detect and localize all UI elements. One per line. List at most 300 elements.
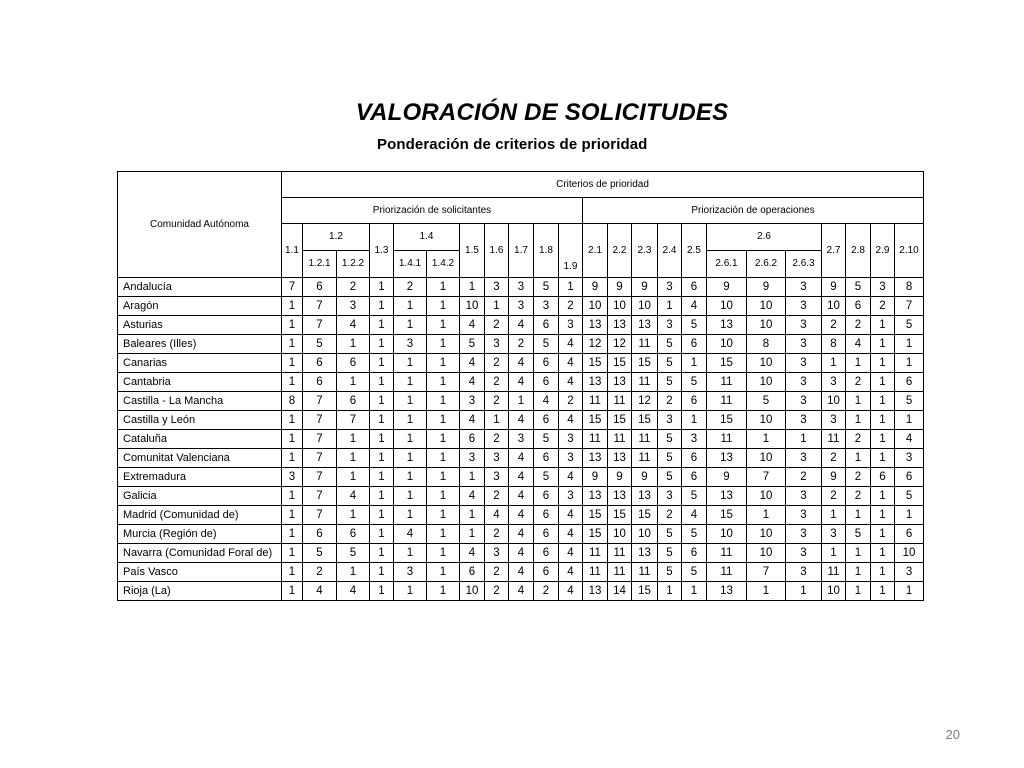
value-cell: 9 [707, 278, 747, 297]
value-cell: 4 [509, 582, 534, 601]
value-cell: 1 [485, 297, 509, 316]
value-cell: 5 [682, 373, 707, 392]
value-cell: 1 [282, 411, 303, 430]
value-cell: 6 [682, 392, 707, 411]
region-cell: Cataluña [118, 430, 282, 449]
value-cell: 1 [337, 430, 370, 449]
value-cell: 2 [303, 563, 337, 582]
value-cell: 1 [747, 430, 786, 449]
value-cell: 6 [460, 430, 485, 449]
value-cell: 5 [658, 449, 682, 468]
value-cell: 13 [707, 487, 747, 506]
value-cell: 15 [583, 354, 608, 373]
value-cell: 3 [658, 278, 682, 297]
value-cell: 1 [370, 316, 394, 335]
value-cell: 6 [303, 354, 337, 373]
value-cell: 1 [427, 468, 460, 487]
header-1-3: 1.3 [370, 224, 394, 278]
value-cell: 8 [747, 335, 786, 354]
value-cell: 1 [509, 392, 534, 411]
value-cell: 6 [534, 411, 559, 430]
value-cell: 3 [786, 316, 822, 335]
value-cell: 2 [485, 316, 509, 335]
value-cell: 1 [394, 297, 427, 316]
value-cell: 3 [786, 487, 822, 506]
header-2-10: 2.10 [895, 224, 924, 278]
value-cell: 7 [303, 487, 337, 506]
region-cell: Murcia (Región de) [118, 525, 282, 544]
value-cell: 5 [460, 335, 485, 354]
value-cell: 5 [682, 525, 707, 544]
value-cell: 1 [427, 411, 460, 430]
value-cell: 1 [786, 430, 822, 449]
value-cell: 6 [682, 335, 707, 354]
value-cell: 1 [822, 506, 846, 525]
value-cell: 3 [658, 487, 682, 506]
value-cell: 1 [370, 430, 394, 449]
value-cell: 1 [282, 487, 303, 506]
value-cell: 3 [559, 316, 583, 335]
value-cell: 9 [822, 468, 846, 487]
value-cell: 3 [559, 449, 583, 468]
value-cell: 1 [394, 373, 427, 392]
table-row [118, 487, 924, 506]
value-cell: 13 [608, 316, 632, 335]
header-1-9: 1.9 [559, 224, 583, 278]
value-cell: 13 [632, 487, 658, 506]
value-cell: 1 [337, 449, 370, 468]
value-cell: 1 [427, 392, 460, 411]
table-row [118, 278, 924, 297]
value-cell: 1 [658, 582, 682, 601]
header-solicitantes: Priorización de solicitantes [282, 198, 583, 224]
header-2-3: 2.3 [632, 224, 658, 278]
value-cell: 1 [682, 411, 707, 430]
value-cell: 1 [337, 506, 370, 525]
value-cell: 2 [485, 487, 509, 506]
value-cell: 4 [534, 392, 559, 411]
header-2-8: 2.8 [846, 224, 871, 278]
value-cell: 13 [632, 316, 658, 335]
value-cell: 1 [682, 582, 707, 601]
table-row [118, 430, 924, 449]
value-cell: 13 [632, 544, 658, 563]
value-cell: 3 [786, 278, 822, 297]
value-cell: 1 [282, 373, 303, 392]
value-cell: 10 [632, 297, 658, 316]
value-cell: 1 [370, 449, 394, 468]
value-cell: 9 [583, 468, 608, 487]
value-cell: 3 [822, 525, 846, 544]
value-cell: 11 [608, 430, 632, 449]
value-cell: 6 [682, 449, 707, 468]
value-cell: 4 [460, 316, 485, 335]
value-cell: 3 [509, 430, 534, 449]
value-cell: 1 [370, 506, 394, 525]
value-cell: 6 [303, 373, 337, 392]
region-cell: Extremadura [118, 468, 282, 487]
value-cell: 4 [559, 468, 583, 487]
value-cell: 1 [895, 582, 924, 601]
value-cell: 2 [658, 506, 682, 525]
value-cell: 1 [895, 411, 924, 430]
value-cell: 4 [509, 563, 534, 582]
value-cell: 5 [303, 335, 337, 354]
value-cell: 11 [608, 392, 632, 411]
value-cell: 3 [485, 278, 509, 297]
value-cell: 11 [632, 430, 658, 449]
value-cell: 5 [534, 468, 559, 487]
value-cell: 12 [583, 335, 608, 354]
value-cell: 10 [632, 525, 658, 544]
value-cell: 3 [282, 468, 303, 487]
value-cell: 3 [895, 449, 924, 468]
value-cell: 1 [370, 487, 394, 506]
header-1-2: 1.2 [303, 224, 370, 251]
value-cell: 9 [747, 278, 786, 297]
value-cell: 4 [559, 525, 583, 544]
value-cell: 5 [895, 316, 924, 335]
value-cell: 1 [370, 468, 394, 487]
region-cell: Castilla y León [118, 411, 282, 430]
value-cell: 2 [485, 563, 509, 582]
value-cell: 10 [747, 487, 786, 506]
table-row [118, 544, 924, 563]
value-cell: 2 [822, 487, 846, 506]
value-cell: 1 [846, 563, 871, 582]
value-cell: 3 [895, 563, 924, 582]
value-cell: 15 [707, 506, 747, 525]
value-cell: 15 [632, 582, 658, 601]
value-cell: 3 [822, 411, 846, 430]
value-cell: 6 [871, 468, 895, 487]
value-cell: 1 [282, 506, 303, 525]
value-cell: 4 [559, 354, 583, 373]
value-cell: 6 [337, 354, 370, 373]
value-cell: 11 [583, 563, 608, 582]
region-cell: Castilla - La Mancha [118, 392, 282, 411]
value-cell: 4 [460, 373, 485, 392]
value-cell: 1 [871, 563, 895, 582]
value-cell: 1 [394, 449, 427, 468]
region-cell: Rioja (La) [118, 582, 282, 601]
value-cell: 5 [682, 563, 707, 582]
header-2-2: 2.2 [608, 224, 632, 278]
value-cell: 1 [871, 449, 895, 468]
header-1-8: 1.8 [534, 224, 559, 278]
value-cell: 3 [460, 449, 485, 468]
value-cell: 6 [895, 373, 924, 392]
value-cell: 7 [303, 316, 337, 335]
value-cell: 4 [895, 430, 924, 449]
value-cell: 1 [871, 316, 895, 335]
region-cell: Andalucía [118, 278, 282, 297]
value-cell: 1 [394, 468, 427, 487]
value-cell: 5 [658, 335, 682, 354]
value-cell: 6 [534, 525, 559, 544]
value-cell: 10 [822, 297, 846, 316]
value-cell: 2 [485, 373, 509, 392]
value-cell: 1 [427, 506, 460, 525]
value-cell: 1 [658, 297, 682, 316]
value-cell: 3 [460, 392, 485, 411]
value-cell: 4 [509, 487, 534, 506]
value-cell: 3 [509, 297, 534, 316]
region-cell: Navarra (Comunidad Foral de) [118, 544, 282, 563]
value-cell: 2 [559, 297, 583, 316]
value-cell: 11 [583, 430, 608, 449]
value-cell: 1 [427, 582, 460, 601]
value-cell: 3 [485, 335, 509, 354]
value-cell: 4 [559, 563, 583, 582]
value-cell: 1 [822, 544, 846, 563]
value-cell: 9 [608, 278, 632, 297]
value-cell: 1 [427, 563, 460, 582]
region-cell: Aragón [118, 297, 282, 316]
value-cell: 7 [282, 278, 303, 297]
value-cell: 9 [707, 468, 747, 487]
value-cell: 1 [394, 316, 427, 335]
table-row [118, 373, 924, 392]
value-cell: 4 [337, 487, 370, 506]
value-cell: 10 [747, 525, 786, 544]
value-cell: 11 [608, 563, 632, 582]
value-cell: 1 [282, 354, 303, 373]
value-cell: 1 [394, 354, 427, 373]
value-cell: 5 [534, 430, 559, 449]
value-cell: 9 [632, 278, 658, 297]
value-cell: 1 [282, 297, 303, 316]
value-cell: 4 [394, 525, 427, 544]
value-cell: 1 [427, 430, 460, 449]
value-cell: 3 [786, 411, 822, 430]
value-cell: 11 [632, 373, 658, 392]
slide-title: VALORACIÓN DE SOLICITUDES [355, 99, 729, 126]
value-cell: 5 [658, 525, 682, 544]
value-cell: 4 [460, 487, 485, 506]
region-cell: País Vasco [118, 563, 282, 582]
value-cell: 7 [303, 468, 337, 487]
header-2-7: 2.7 [822, 224, 846, 278]
value-cell: 5 [303, 544, 337, 563]
value-cell: 3 [559, 430, 583, 449]
value-cell: 1 [427, 335, 460, 354]
table-row [118, 335, 924, 354]
value-cell: 11 [632, 563, 658, 582]
value-cell: 1 [822, 354, 846, 373]
value-cell: 1 [871, 430, 895, 449]
value-cell: 5 [534, 278, 559, 297]
value-cell: 1 [337, 335, 370, 354]
value-cell: 10 [822, 582, 846, 601]
value-cell: 6 [895, 525, 924, 544]
value-cell: 2 [485, 582, 509, 601]
value-cell: 3 [786, 297, 822, 316]
value-cell: 6 [895, 468, 924, 487]
value-cell: 5 [658, 563, 682, 582]
value-cell: 8 [822, 335, 846, 354]
header-2-6-1: 2.6.1 [707, 251, 747, 278]
value-cell: 13 [707, 316, 747, 335]
value-cell: 1 [427, 316, 460, 335]
page-number: 20 [945, 727, 960, 742]
value-cell: 4 [559, 544, 583, 563]
header-2-9: 2.9 [871, 224, 895, 278]
value-cell: 6 [460, 563, 485, 582]
region-cell: Madrid (Comunidad de) [118, 506, 282, 525]
value-cell: 1 [394, 411, 427, 430]
region-cell: Galicia [118, 487, 282, 506]
header-2-4: 2.4 [658, 224, 682, 278]
value-cell: 1 [682, 354, 707, 373]
value-cell: 15 [707, 411, 747, 430]
value-cell: 1 [282, 563, 303, 582]
value-cell: 12 [608, 335, 632, 354]
value-cell: 6 [303, 525, 337, 544]
value-cell: 11 [583, 544, 608, 563]
value-cell: 1 [394, 506, 427, 525]
value-cell: 4 [509, 373, 534, 392]
value-cell: 1 [895, 506, 924, 525]
value-cell: 11 [632, 449, 658, 468]
value-cell: 6 [682, 468, 707, 487]
value-cell: 5 [747, 392, 786, 411]
value-cell: 8 [282, 392, 303, 411]
value-cell: 5 [658, 468, 682, 487]
value-cell: 2 [509, 335, 534, 354]
value-cell: 1 [846, 544, 871, 563]
table-body [118, 278, 924, 601]
header-1-2-1: 1.2.1 [303, 251, 337, 278]
value-cell: 1 [846, 411, 871, 430]
region-cell: Asturias [118, 316, 282, 335]
value-cell: 2 [559, 392, 583, 411]
value-cell: 13 [583, 373, 608, 392]
value-cell: 10 [583, 297, 608, 316]
value-cell: 15 [608, 411, 632, 430]
value-cell: 4 [509, 506, 534, 525]
value-cell: 13 [583, 582, 608, 601]
header-2-5: 2.5 [682, 224, 707, 278]
value-cell: 4 [509, 354, 534, 373]
value-cell: 1 [370, 563, 394, 582]
value-cell: 2 [846, 430, 871, 449]
value-cell: 15 [608, 506, 632, 525]
header-1-6: 1.6 [485, 224, 509, 278]
value-cell: 3 [786, 392, 822, 411]
value-cell: 15 [707, 354, 747, 373]
value-cell: 2 [485, 354, 509, 373]
header-1-4-2: 1.4.2 [427, 251, 460, 278]
value-cell: 15 [583, 506, 608, 525]
header-1-4-1: 1.4.1 [394, 251, 427, 278]
value-cell: 1 [427, 525, 460, 544]
value-cell: 6 [534, 506, 559, 525]
table-row [118, 392, 924, 411]
value-cell: 1 [871, 506, 895, 525]
value-cell: 1 [871, 392, 895, 411]
value-cell: 1 [394, 430, 427, 449]
table-row [118, 563, 924, 582]
value-cell: 11 [583, 392, 608, 411]
value-cell: 2 [485, 525, 509, 544]
value-cell: 1 [427, 373, 460, 392]
value-cell: 2 [871, 297, 895, 316]
value-cell: 4 [509, 544, 534, 563]
value-cell: 6 [337, 392, 370, 411]
value-cell: 6 [534, 449, 559, 468]
value-cell: 1 [871, 582, 895, 601]
value-cell: 10 [747, 354, 786, 373]
value-cell: 1 [846, 354, 871, 373]
value-cell: 3 [786, 449, 822, 468]
value-cell: 1 [337, 563, 370, 582]
value-cell: 6 [534, 354, 559, 373]
value-cell: 7 [303, 449, 337, 468]
value-cell: 3 [509, 278, 534, 297]
value-cell: 10 [747, 449, 786, 468]
value-cell: 5 [337, 544, 370, 563]
value-cell: 3 [786, 525, 822, 544]
value-cell: 5 [846, 278, 871, 297]
value-cell: 10 [707, 297, 747, 316]
value-cell: 4 [846, 335, 871, 354]
value-cell: 1 [394, 544, 427, 563]
header-1-4: 1.4 [394, 224, 460, 251]
value-cell: 6 [534, 373, 559, 392]
value-cell: 2 [534, 582, 559, 601]
value-cell: 4 [460, 544, 485, 563]
value-cell: 13 [583, 487, 608, 506]
value-cell: 2 [846, 487, 871, 506]
value-cell: 3 [658, 316, 682, 335]
header-1-7: 1.7 [509, 224, 534, 278]
value-cell: 2 [485, 392, 509, 411]
value-cell: 2 [337, 278, 370, 297]
priority-criteria-table [117, 171, 924, 601]
value-cell: 1 [394, 582, 427, 601]
value-cell: 15 [632, 506, 658, 525]
value-cell: 4 [460, 354, 485, 373]
value-cell: 1 [747, 506, 786, 525]
value-cell: 5 [534, 335, 559, 354]
value-cell: 1 [427, 278, 460, 297]
value-cell: 1 [846, 449, 871, 468]
value-cell: 3 [786, 563, 822, 582]
value-cell: 1 [846, 392, 871, 411]
table-row [118, 316, 924, 335]
value-cell: 13 [608, 373, 632, 392]
value-cell: 1 [747, 582, 786, 601]
value-cell: 3 [658, 411, 682, 430]
value-cell: 2 [485, 430, 509, 449]
value-cell: 1 [337, 373, 370, 392]
value-cell: 5 [846, 525, 871, 544]
value-cell: 13 [583, 316, 608, 335]
value-cell: 3 [822, 373, 846, 392]
value-cell: 1 [282, 582, 303, 601]
value-cell: 9 [583, 278, 608, 297]
value-cell: 1 [282, 525, 303, 544]
value-cell: 3 [485, 468, 509, 487]
value-cell: 1 [370, 373, 394, 392]
value-cell: 6 [846, 297, 871, 316]
value-cell: 11 [707, 544, 747, 563]
value-cell: 1 [282, 335, 303, 354]
table-subtitle: Ponderación de criterios de prioridad [377, 136, 648, 153]
value-cell: 10 [747, 373, 786, 392]
value-cell: 1 [370, 392, 394, 411]
